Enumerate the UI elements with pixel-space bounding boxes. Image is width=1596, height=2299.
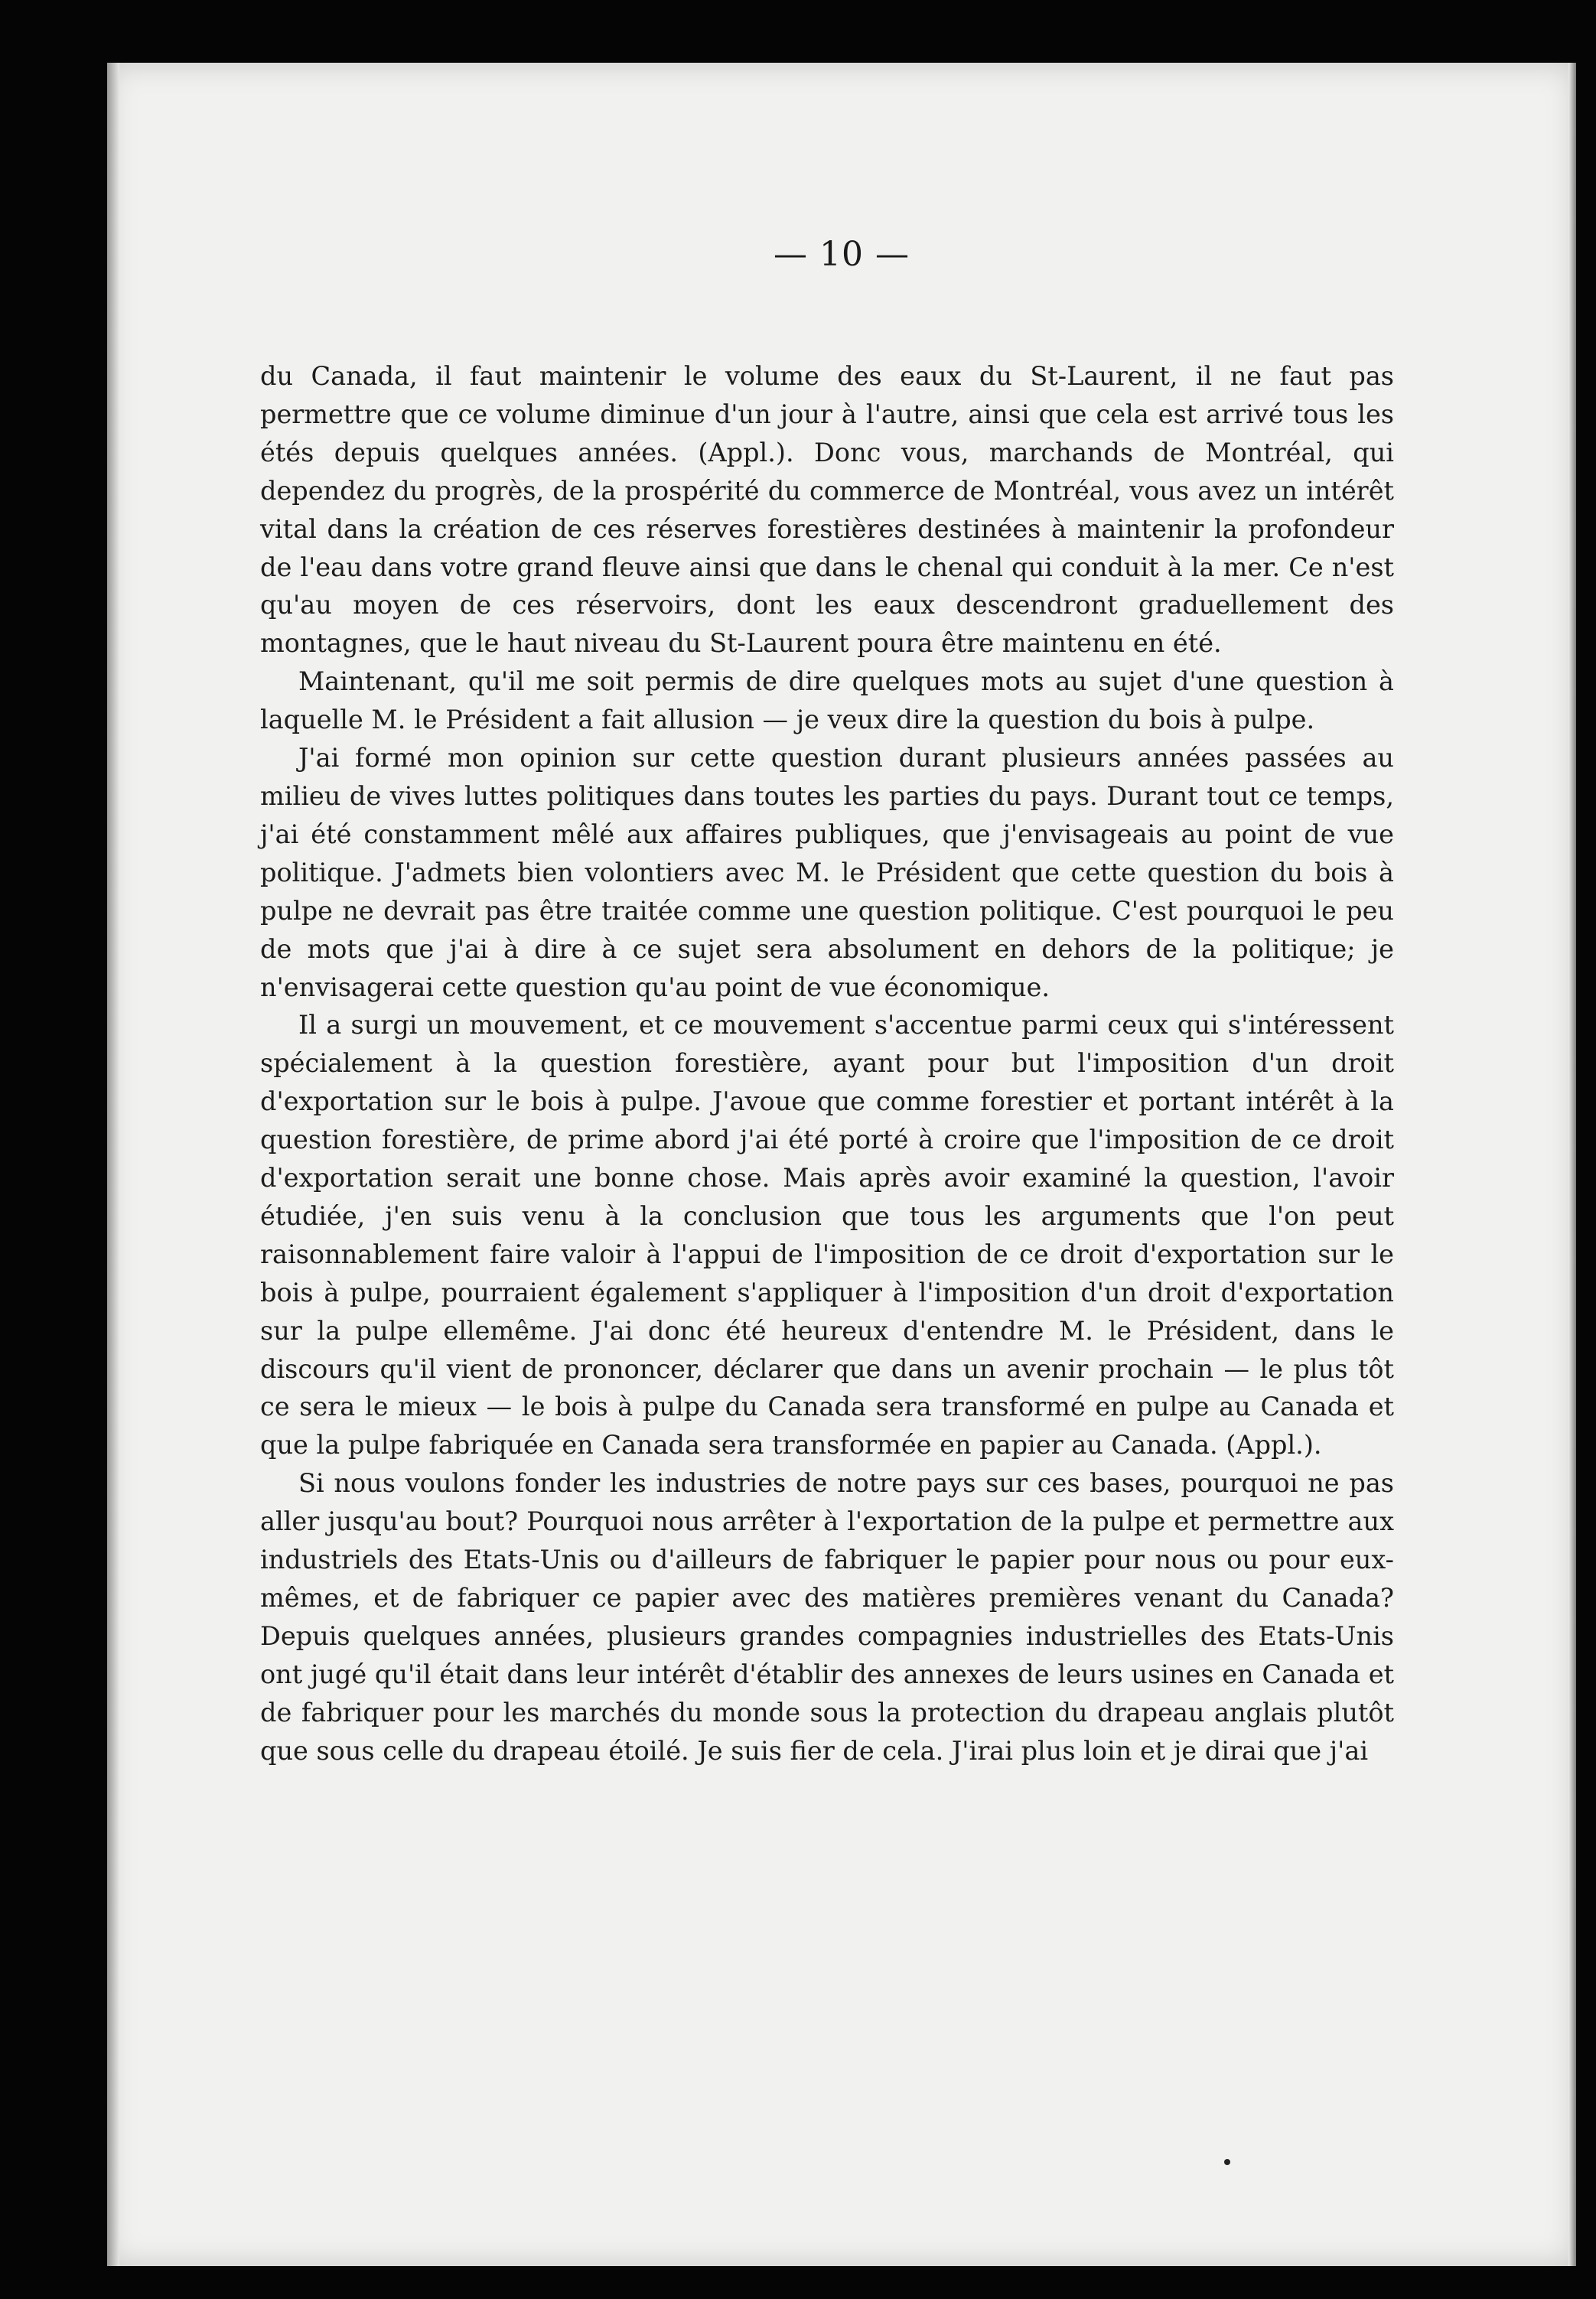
paragraph-3: J'ai formé mon opinion sur cette question durant plusieurs années passées au milieu de vives luttes politiques dans toutes les parties du pays. Durant tout ce temps, j'ai été constamment mêlé aux affaires publiques, que j'envisageais au point de vue politique. J'admets bien volontiers avec M. le Président que cette question du bois à pulpe ne devrait pas être traitée comme une question politique. C'est pourquoi le peu de mots que j'ai à dire à ce sujet sera absolument en dehors de la politique; je n'envisagerai cette question qu'au point de vue économique. (260, 743, 1394, 1002)
page-right-edge (1568, 63, 1576, 2266)
body-text (260, 357, 1394, 1770)
paragraph-4: Il a surgi un mouvement, et ce mouvement s'accentue parmi ceux qui s'intéressent spécialement à la question forestière, ayant pour but l'imposition d'un droit d'exportation sur le bois à pulpe. J'avoue que comme forestier et portant intérêt à la question forestière, de prime abord j'ai été porté à croire que l'imposition de ce droit d'exportation serait une bonne chose. Mais après avoir examiné la question, l'avoir étudiée, j'en suis venu à la conclusion que tous les arguments que l'on peut raisonnablement faire valoir à l'appui de l'imposition de ce droit d'exportation sur le bois à pulpe, pourraient également s'appliquer à l'imposition d'un droit d'exportation sur la pulpe ellemême. J'ai donc été heureux d'entendre M. le Président, dans le discours qu'il vient de prononcer, déclarer que dans un avenir prochain — le plus tôt ce sera le mieux — le bois à pulpe du Canada sera transformé en pulpe au Canada et que la pulpe fabriquée en Canada sera transformée en papier au Canada. (Appl.). (260, 1010, 1394, 1460)
document-page (107, 63, 1576, 2266)
paragraph-5: Si nous voulons fonder les industries de notre pays sur ces bases, pourquoi ne pas aller jusqu'au bout? Pourquoi nous arrêter à l'exportation de la pulpe et permettre aux industriels des Etats-Unis ou d'ailleurs de fabriquer le papier pour nous ou pour eux-mêmes, et de fabriquer ce papier avec des matières premières venant du Canada? Depuis quelques années, plusieurs grandes compagnies industrielles des Etats-Unis ont jugé qu'il était dans leur intérêt d'établir des annexes de leurs usines en Canada et de fabriquer pour les marchés du monde sous la protection du drapeau anglais plutôt que sous celle du drapeau étoilé. Je suis fier de cela. J'irai plus loin et je dirai que j'ai (260, 1468, 1394, 1766)
page-left-edge (107, 63, 119, 2266)
paragraph-2: Maintenant, qu'il me soit permis de dire quelques mots au sujet d'une question à laquelle M. le Président a fait allusion — je veux dire la question du bois à pulpe. (260, 666, 1394, 735)
page-number: — 10 — (774, 235, 910, 274)
ink-speck (1224, 2159, 1230, 2165)
paragraph-1: du Canada, il faut maintenir le volume des eaux du St-Laurent, il ne faut pas permettre que ce volume diminue d'un jour à l'autre, ainsi que cela est arrivé tous les étés depuis quelques années. (Appl.). Donc vous, marchands de Montréal, qui dependez du progrès, de la prospérité du commerce de Montréal, vous avez un intérêt vital dans la création de ces réserves forestières destinées à maintenir la profondeur de l'eau dans votre grand fleuve ainsi que dans le chenal qui conduit à la mer. Ce n'est qu'au moyen de ces réservoirs, dont les eaux descendront graduellement des montagnes, que le haut niveau du St-Laurent poura être maintenu en été. (260, 361, 1394, 659)
